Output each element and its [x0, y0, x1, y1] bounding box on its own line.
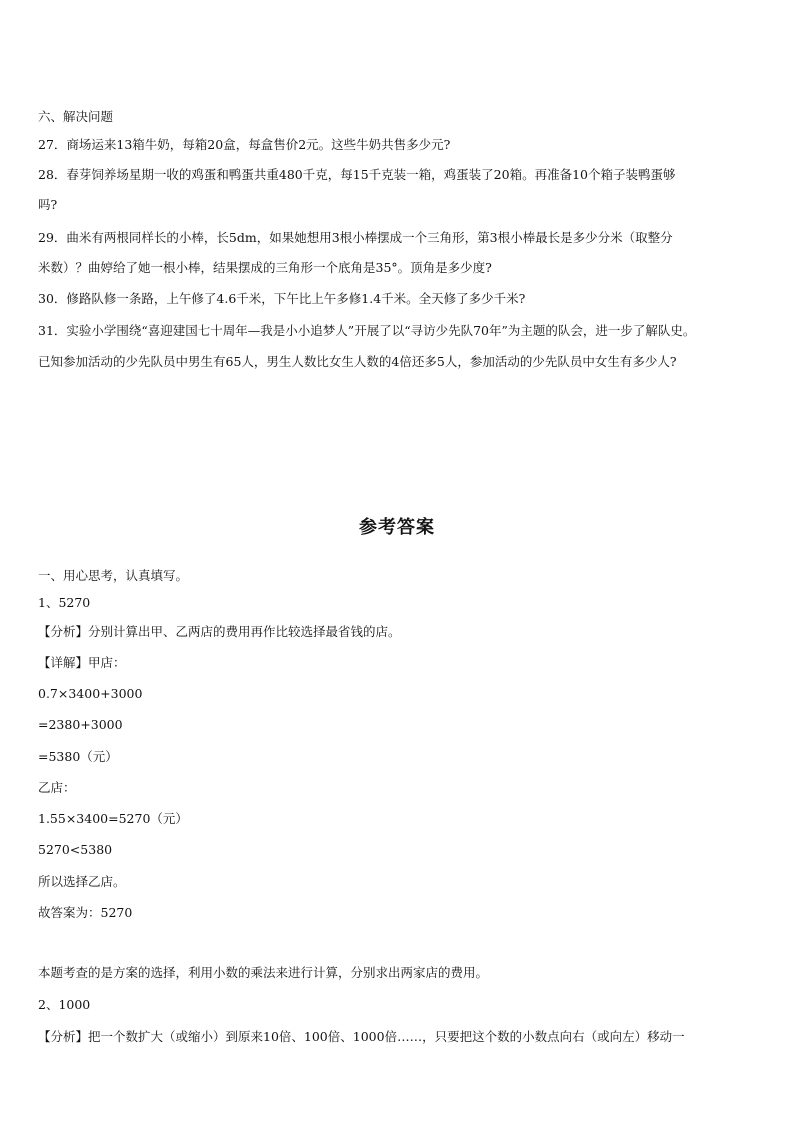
section-heading-solve-problems: 六、解决问题: [38, 109, 114, 124]
question-28-line-2: 吗?: [38, 197, 58, 212]
question-31-line-2: 已知参加活动的少先队员中男生有65人，男生人数比女生人数的4倍还多5人，参加活动的少先队员中女生有多少人?: [38, 354, 677, 369]
answer-1-final: 故答案为：5270: [38, 905, 133, 920]
answer-1-detail: 【详解】甲店：: [38, 655, 126, 670]
answer-2-number: 2、1000: [38, 997, 91, 1012]
answer-1-calc-2: =2380+3000: [38, 717, 123, 732]
answer-2-analysis: 【分析】把一个数扩大（或缩小）到原来10倍、100倍、1000倍……，只要把这个数的小数点向右（或向左）移动一: [38, 1029, 685, 1044]
answer-1-compare: 5270<5380: [38, 842, 113, 857]
answer-1-number: 1、5270: [38, 595, 91, 610]
answer-1-calc-1: 0.7×3400+3000: [38, 686, 143, 701]
answer-1-calc-3: =5380（元）: [38, 749, 118, 764]
answer-1-choice: 所以选择乙店。: [38, 874, 126, 889]
answer-1-calc-4: 1.55×3400=5270（元）: [38, 811, 188, 826]
question-28-line-1: 28．春芽饲养场星期一收的鸡蛋和鸭蛋共重480千克，每15千克装一箱，鸡蛋装了20箱。再准备10个箱子装鸭蛋够: [38, 167, 676, 182]
answer-1-analysis: 【分析】分别计算出甲、乙两店的费用再作比较选择最省钱的店。: [38, 624, 401, 639]
answers-title: 参考答案: [359, 517, 435, 538]
question-27: 27．商场运来13箱牛奶，每箱20盒，每盒售价2元。这些牛奶共售多少元?: [38, 137, 451, 152]
answers-section-1-heading: 一、用心思考，认真填写。: [38, 568, 189, 583]
question-30: 30．修路队修一条路，上午修了4.6千米，下午比上午多修1.4千米。全天修了多少千米?: [38, 291, 526, 306]
question-29-line-1: 29．曲米有两根同样长的小棒，长5dm，如果她想用3根小棒摆成一个三角形，第3根小棒最长是多少分米（取整分: [38, 230, 673, 245]
answer-1-comment: 本题考查的是方案的选择，利用小数的乘法来进行计算，分别求出两家店的费用。: [38, 965, 489, 980]
question-29-line-2: 米数）？曲婷给了她一根小棒，结果摆成的三角形一个底角是35°。顶角是多少度?: [38, 260, 492, 275]
question-31-line-1: 31．实验小学围绕“喜迎建国七十周年—我是小小追梦人”开展了以“寻访少先队70年”为主题的队会，进一步了解队史。: [38, 323, 696, 338]
answer-1-shop-b: 乙店：: [38, 780, 76, 795]
